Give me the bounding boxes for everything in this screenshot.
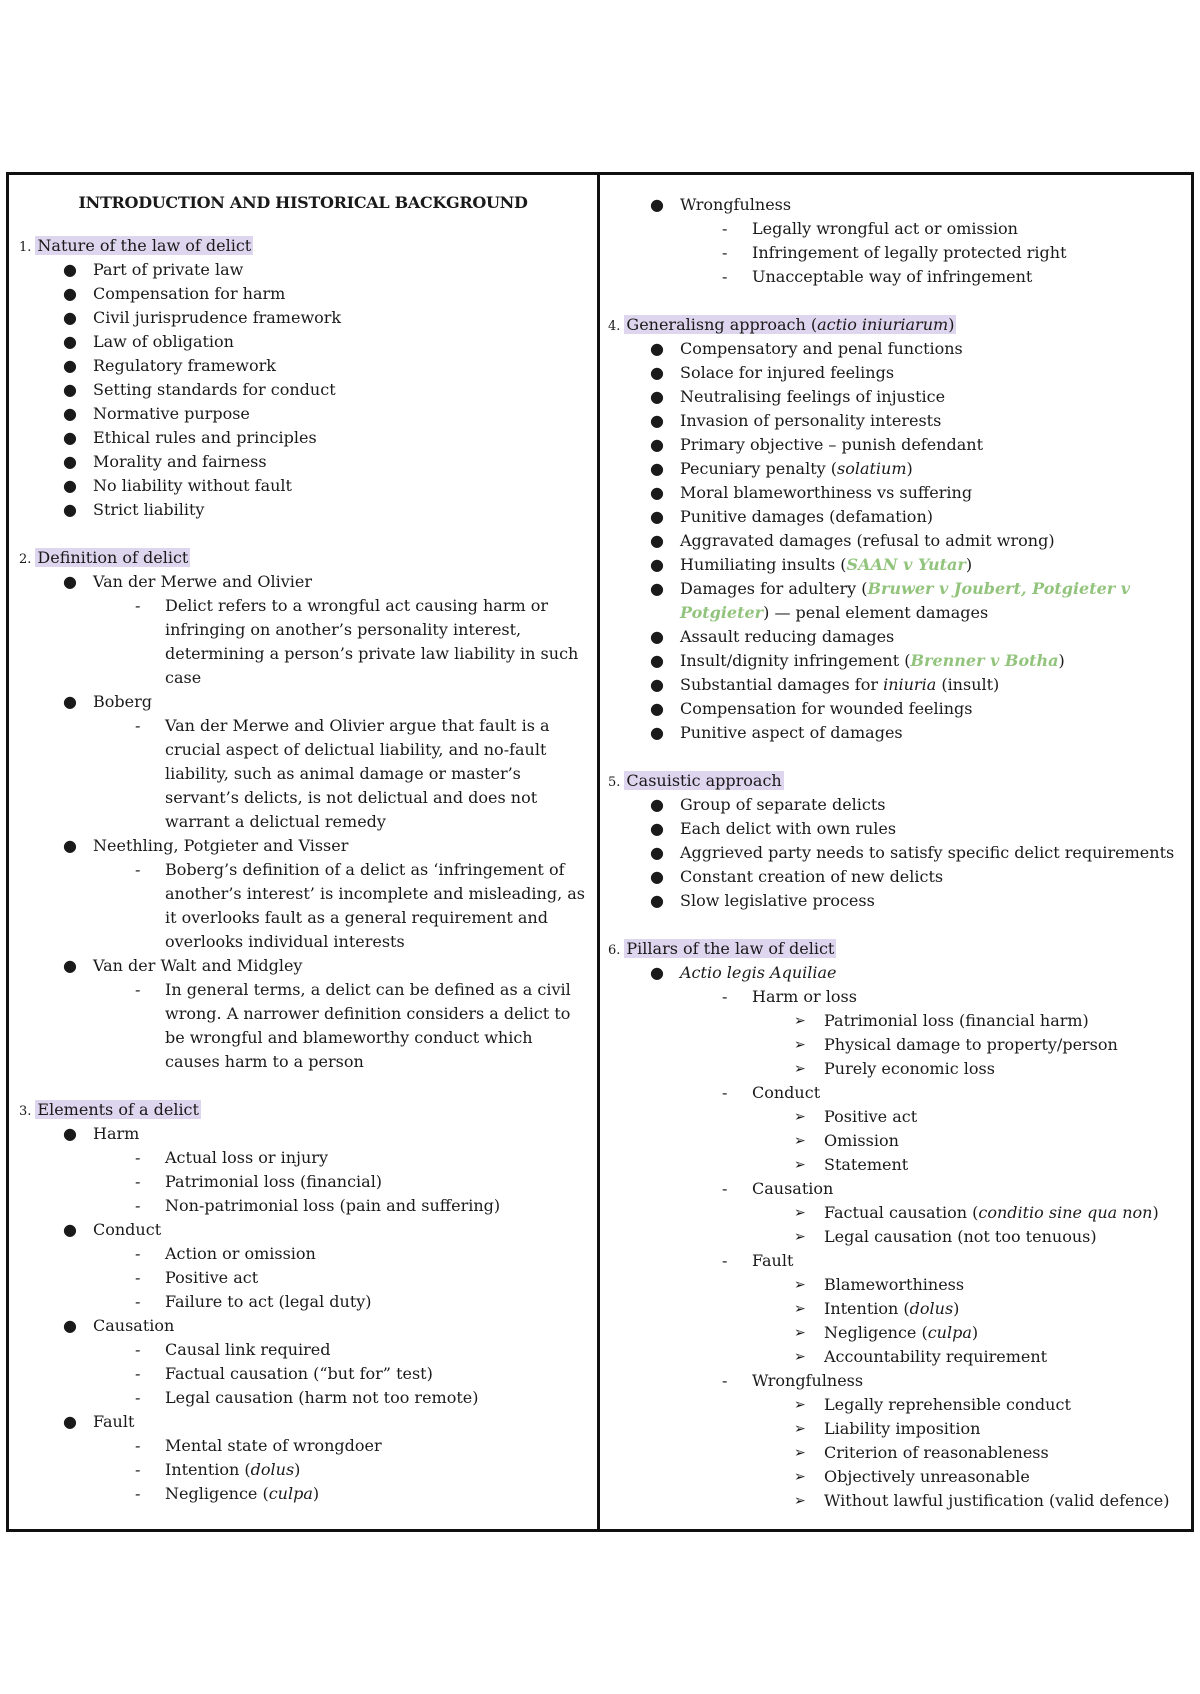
bullet-icon: ● [650,411,664,430]
bullet-icon: ● [650,459,664,478]
section-heading-label: Nature of the law of delict [37,236,252,255]
arrow-bullet-icon: ➢ [794,1421,806,1437]
section-heading-label: Pillars of the law of delict [626,939,835,958]
list-item: ● Neethling, Potgieter and Visser [19,834,587,858]
section-generalising [608,313,1183,745]
bullet-icon: ● [650,579,664,598]
section-number: 1. [19,240,32,255]
sub-sub-list-item: ➢ Without lawful justification (valid defence) [608,1489,1183,1513]
dash-icon: - [722,267,728,286]
list-item: ● Substantial damages for iniuria (insult) [608,673,1183,697]
arrow-bullet-icon: ➢ [794,1229,806,1245]
sub-list-item: - Harm or loss [608,985,1183,1009]
bullet-icon: ● [650,675,664,694]
bullet-icon: ● [650,891,664,910]
bullet-icon: ● [650,963,664,982]
list-item: ● Compensation for wounded feelings [608,697,1183,721]
list-item: ● Compensation for harm [19,282,587,306]
arrow-bullet-icon: ➢ [794,1061,806,1077]
list-item: ● Humiliating insults (SAAN v Yutar) [608,553,1183,577]
sub-sub-list-item: ➢ Criterion of reasonableness [608,1441,1183,1465]
bullet-icon: ● [63,1124,77,1143]
arrow-bullet-icon: ➢ [794,1133,806,1149]
bullet-icon: ● [650,627,664,646]
section-number: 2. [19,552,32,567]
dash-icon: - [135,860,141,879]
sub-list-item: - Wrongfulness [608,1369,1183,1393]
list-item: ● Harm [19,1122,587,1146]
bullet-list [19,1122,587,1506]
section-heading [608,313,1183,337]
sub-list-item: - Non-patrimonial loss (pain and suffering) [19,1194,587,1218]
bullet-list [608,793,1183,913]
bullet-icon: ● [63,284,77,303]
document-title: INTRODUCTION AND HISTORICAL BACKGROUND [78,193,528,212]
sub-sub-list-item: ➢ Liability imposition [608,1417,1183,1441]
list-item: ● Primary objective – punish defendant [608,433,1183,457]
sub-list-item: - Intention (dolus) [19,1458,587,1482]
dash-icon: - [135,1244,141,1263]
section-elements-continued [608,193,1183,289]
dash-icon: - [135,1196,141,1215]
sub-list-item: - Action or omission [19,1242,587,1266]
dash-icon: - [722,1251,728,1270]
arrow-bullet-icon: ➢ [794,1445,806,1461]
bullet-icon: ● [63,260,77,279]
list-item: ● Ethical rules and principles [19,426,587,450]
sub-sub-list-item: ➢ Positive act [608,1105,1183,1129]
arrow-bullet-icon: ➢ [794,1349,806,1365]
dash-icon: - [135,1148,141,1167]
list-item: ● Actio legis Aquiliae [608,961,1183,985]
sub-list-item: - Positive act [19,1266,587,1290]
sub-sub-list-item: ➢ Purely economic loss [608,1057,1183,1081]
section-number: 4. [608,319,621,334]
section-number: 6. [608,943,621,958]
section-nature [19,234,587,522]
sub-list-item: - Negligence (culpa) [19,1482,587,1506]
bullet-icon: ● [650,387,664,406]
dash-icon: - [722,1179,728,1198]
sub-list-item: - Mental state of wrongdoer [19,1434,587,1458]
bullet-icon: ● [63,308,77,327]
list-item: ● Punitive aspect of damages [608,721,1183,745]
bullet-icon: ● [63,572,77,591]
bullet-icon: ● [650,435,664,454]
sub-list-item: - Delict refers to a wrongful act causing harm or infringing on another’s personality interest, determining a person’s private law liability in such case [135,596,579,687]
sub-list-item: - Unacceptable way of infringement [608,265,1183,289]
bullet-icon: ● [650,555,664,574]
arrow-bullet-icon: ➢ [794,1277,806,1293]
arrow-bullet-icon: ➢ [794,1205,806,1221]
list-item: ● Law of obligation [19,330,587,354]
bullet-icon: ● [650,723,664,742]
bullet-icon: ● [650,339,664,358]
sub-list-item: - Patrimonial loss (financial) [19,1170,587,1194]
bullet-icon: ● [63,1316,77,1335]
section-heading-label: Casuistic approach [626,771,782,790]
dash-icon: - [135,1292,141,1311]
arrow-bullet-icon: ➢ [794,1013,806,1029]
list-item: ● Damages for adultery (Bruwer v Joubert, Potgieter v Potgieter) — penal element damages [650,579,1131,622]
dash-icon: - [135,1484,141,1503]
section-heading-label: Elements of a delict [37,1100,199,1119]
sub-list-item: - Boberg’s definition of a delict as ‘infringement of another’s interest’ is incomplete and misleading, as it overlooks fault as a general requirement and overlooks individual interests [135,860,585,951]
section-heading [19,546,587,570]
bullet-list [19,258,587,522]
sub-sub-list-item: ➢ Accountability requirement [608,1345,1183,1369]
dash-icon: - [722,243,728,262]
case-reference: Potgieter [680,603,764,622]
dash-icon: - [135,1172,141,1191]
case-reference: SAAN v Yutar [846,555,966,574]
dash-icon: - [135,1436,141,1455]
arrow-bullet-icon: ➢ [794,1037,806,1053]
sub-list-item: - Legally wrongful act or omission [608,217,1183,241]
bullet-icon: ● [63,452,77,471]
sub-list-item: - In general terms, a delict can be defined as a civil wrong. A narrower definition considers a delict to be wrongful and blameworthy conduct which causes harm to a person [135,980,571,1071]
section-number: 5. [608,775,621,790]
dash-icon: - [722,1371,728,1390]
list-item: ● Fault [19,1410,587,1434]
section-elements [19,1098,587,1506]
bullet-icon: ● [63,476,77,495]
sub-list-item: - Factual causation (“but for” test) [19,1362,587,1386]
bullet-list [608,337,1183,745]
sub-sub-list-item: ➢ Objectively unreasonable [608,1465,1183,1489]
case-reference: Brenner v Botha [910,651,1059,670]
section-pillars [608,937,1183,1513]
list-item: ● Invasion of personality interests [608,409,1183,433]
bullet-list [19,570,587,1074]
list-item: ● Group of separate delicts [608,793,1183,817]
list-item: ● Pecuniary penalty (solatium) [608,457,1183,481]
sub-sub-list-item: ➢ Physical damage to property/person [608,1033,1183,1057]
sub-list-item: - Fault [608,1249,1183,1273]
bullet-icon: ● [63,404,77,423]
sub-list-item: - Failure to act (legal duty) [19,1290,587,1314]
right-column [600,175,1191,1529]
bullet-icon: ● [63,1412,77,1431]
list-item: ● Neutralising feelings of injustice [608,385,1183,409]
list-item: ● Insult/dignity infringement (Brenner v Botha) [608,649,1183,673]
bullet-icon: ● [63,428,77,447]
section-heading [608,769,1183,793]
sub-sub-list-item: ➢ Negligence (culpa) [608,1321,1183,1345]
bullet-icon: ● [650,531,664,550]
dash-icon: - [135,1364,141,1383]
arrow-bullet-icon: ➢ [794,1157,806,1173]
section-heading [608,937,1183,961]
list-item: ● No liability without fault [19,474,587,498]
bullet-icon: ● [63,692,77,711]
list-item: ● Solace for injured feelings [608,361,1183,385]
section-casuistic [608,769,1183,913]
section-heading [19,1098,587,1122]
bullet-icon: ● [650,795,664,814]
sub-list-item: - Van der Merwe and Olivier argue that fault is a crucial aspect of delictual liability, and no-fault liability, such as animal damage or master’s servant’s delicts, is not delictual and does not warrant a delictual remedy [135,716,550,831]
sub-list-item: - Conduct [608,1081,1183,1105]
dash-icon: - [135,1340,141,1359]
bullet-icon: ● [650,867,664,886]
list-item: ● Van der Merwe and Olivier [19,570,587,594]
list-item: ● Strict liability [19,498,587,522]
list-item: ● Part of private law [19,258,587,282]
bullet-icon: ● [650,483,664,502]
bullet-icon: ● [650,819,664,838]
sub-list-item: - Actual loss or injury [19,1146,587,1170]
section-heading-label: Definition of delict [37,548,189,567]
bullet-icon: ● [63,332,77,351]
arrow-bullet-icon: ➢ [794,1469,806,1485]
section-number: 3. [19,1104,32,1119]
bullet-icon: ● [650,651,664,670]
dash-icon: - [135,980,141,999]
bullet-icon: ● [650,843,664,862]
bullet-icon: ● [63,836,77,855]
sub-sub-list-item: ➢ Intention (dolus) [608,1297,1183,1321]
sub-sub-list-item: ➢ Statement [608,1153,1183,1177]
list-item: ● Constant creation of new delicts [608,865,1183,889]
bullet-icon: ● [63,956,77,975]
list-item: ● Aggrieved party needs to satisfy specific delict requirements [608,841,1183,865]
bullet-icon: ● [63,380,77,399]
notes-table [6,172,1194,1532]
case-reference: Bruwer v Joubert, Potgieter v [867,579,1131,598]
arrow-bullet-icon: ➢ [794,1493,806,1509]
sub-sub-list-item: ➢ Legally reprehensible conduct [608,1393,1183,1417]
sub-sub-list-item: ➢ Legal causation (not too tenuous) [608,1225,1183,1249]
list-item: ● Wrongfulness [608,193,1183,217]
dash-icon: - [135,1388,141,1407]
bullet-icon: ● [63,356,77,375]
section-heading [19,234,587,258]
bullet-icon: ● [63,1220,77,1239]
sub-sub-list-item: ➢ Blameworthiness [608,1273,1183,1297]
bullet-icon: ● [650,195,664,214]
sub-list-item: - Causal link required [19,1338,587,1362]
section-definition [19,546,587,1074]
sub-list-item: - Infringement of legally protected right [608,241,1183,265]
bullet-list [608,961,1183,1513]
dash-icon: - [722,219,728,238]
list-item: ● Normative purpose [19,402,587,426]
dash-icon: - [135,1460,141,1479]
list-item: ● Assault reducing damages [608,625,1183,649]
list-item: ● Moral blameworthiness vs suffering [608,481,1183,505]
bullet-icon: ● [63,500,77,519]
list-item: ● Causation [19,1314,587,1338]
list-item: ● Civil jurisprudence framework [19,306,587,330]
list-item: ● Conduct [19,1218,587,1242]
dash-icon: - [722,987,728,1006]
sub-sub-list-item: ➢ Factual causation (conditio sine qua non) [608,1201,1183,1225]
list-item: ● Regulatory framework [19,354,587,378]
sub-list-item: - Causation [608,1177,1183,1201]
list-item: ● Boberg [19,690,587,714]
list-item: ● Aggravated damages (refusal to admit wrong) [608,529,1183,553]
dash-icon: - [135,596,141,615]
list-item: ● Morality and fairness [19,450,587,474]
arrow-bullet-icon: ➢ [794,1397,806,1413]
arrow-bullet-icon: ➢ [794,1109,806,1125]
bullet-icon: ● [650,507,664,526]
sub-sub-list-item: ➢ Patrimonial loss (financial harm) [608,1009,1183,1033]
sub-sub-list-item: ➢ Omission [608,1129,1183,1153]
sub-list-item: - Legal causation (harm not too remote) [19,1386,587,1410]
dash-icon: - [135,1268,141,1287]
list-item: ● Each delict with own rules [608,817,1183,841]
list-item: ● Punitive damages (defamation) [608,505,1183,529]
arrow-bullet-icon: ➢ [794,1301,806,1317]
bullet-icon: ● [650,363,664,382]
bullet-icon: ● [650,699,664,718]
arrow-bullet-icon: ➢ [794,1325,806,1341]
left-column [9,175,600,1529]
list-item: ● Setting standards for conduct [19,378,587,402]
section-heading-label: Generalisng approach (actio iniuriarum) [626,315,955,334]
list-item: ● Van der Walt and Midgley [19,954,587,978]
bullet-list [608,193,1183,289]
dash-icon: - [722,1083,728,1102]
list-item: ● Slow legislative process [608,889,1183,913]
list-item: ● Compensatory and penal functions [608,337,1183,361]
dash-icon: - [135,716,141,735]
